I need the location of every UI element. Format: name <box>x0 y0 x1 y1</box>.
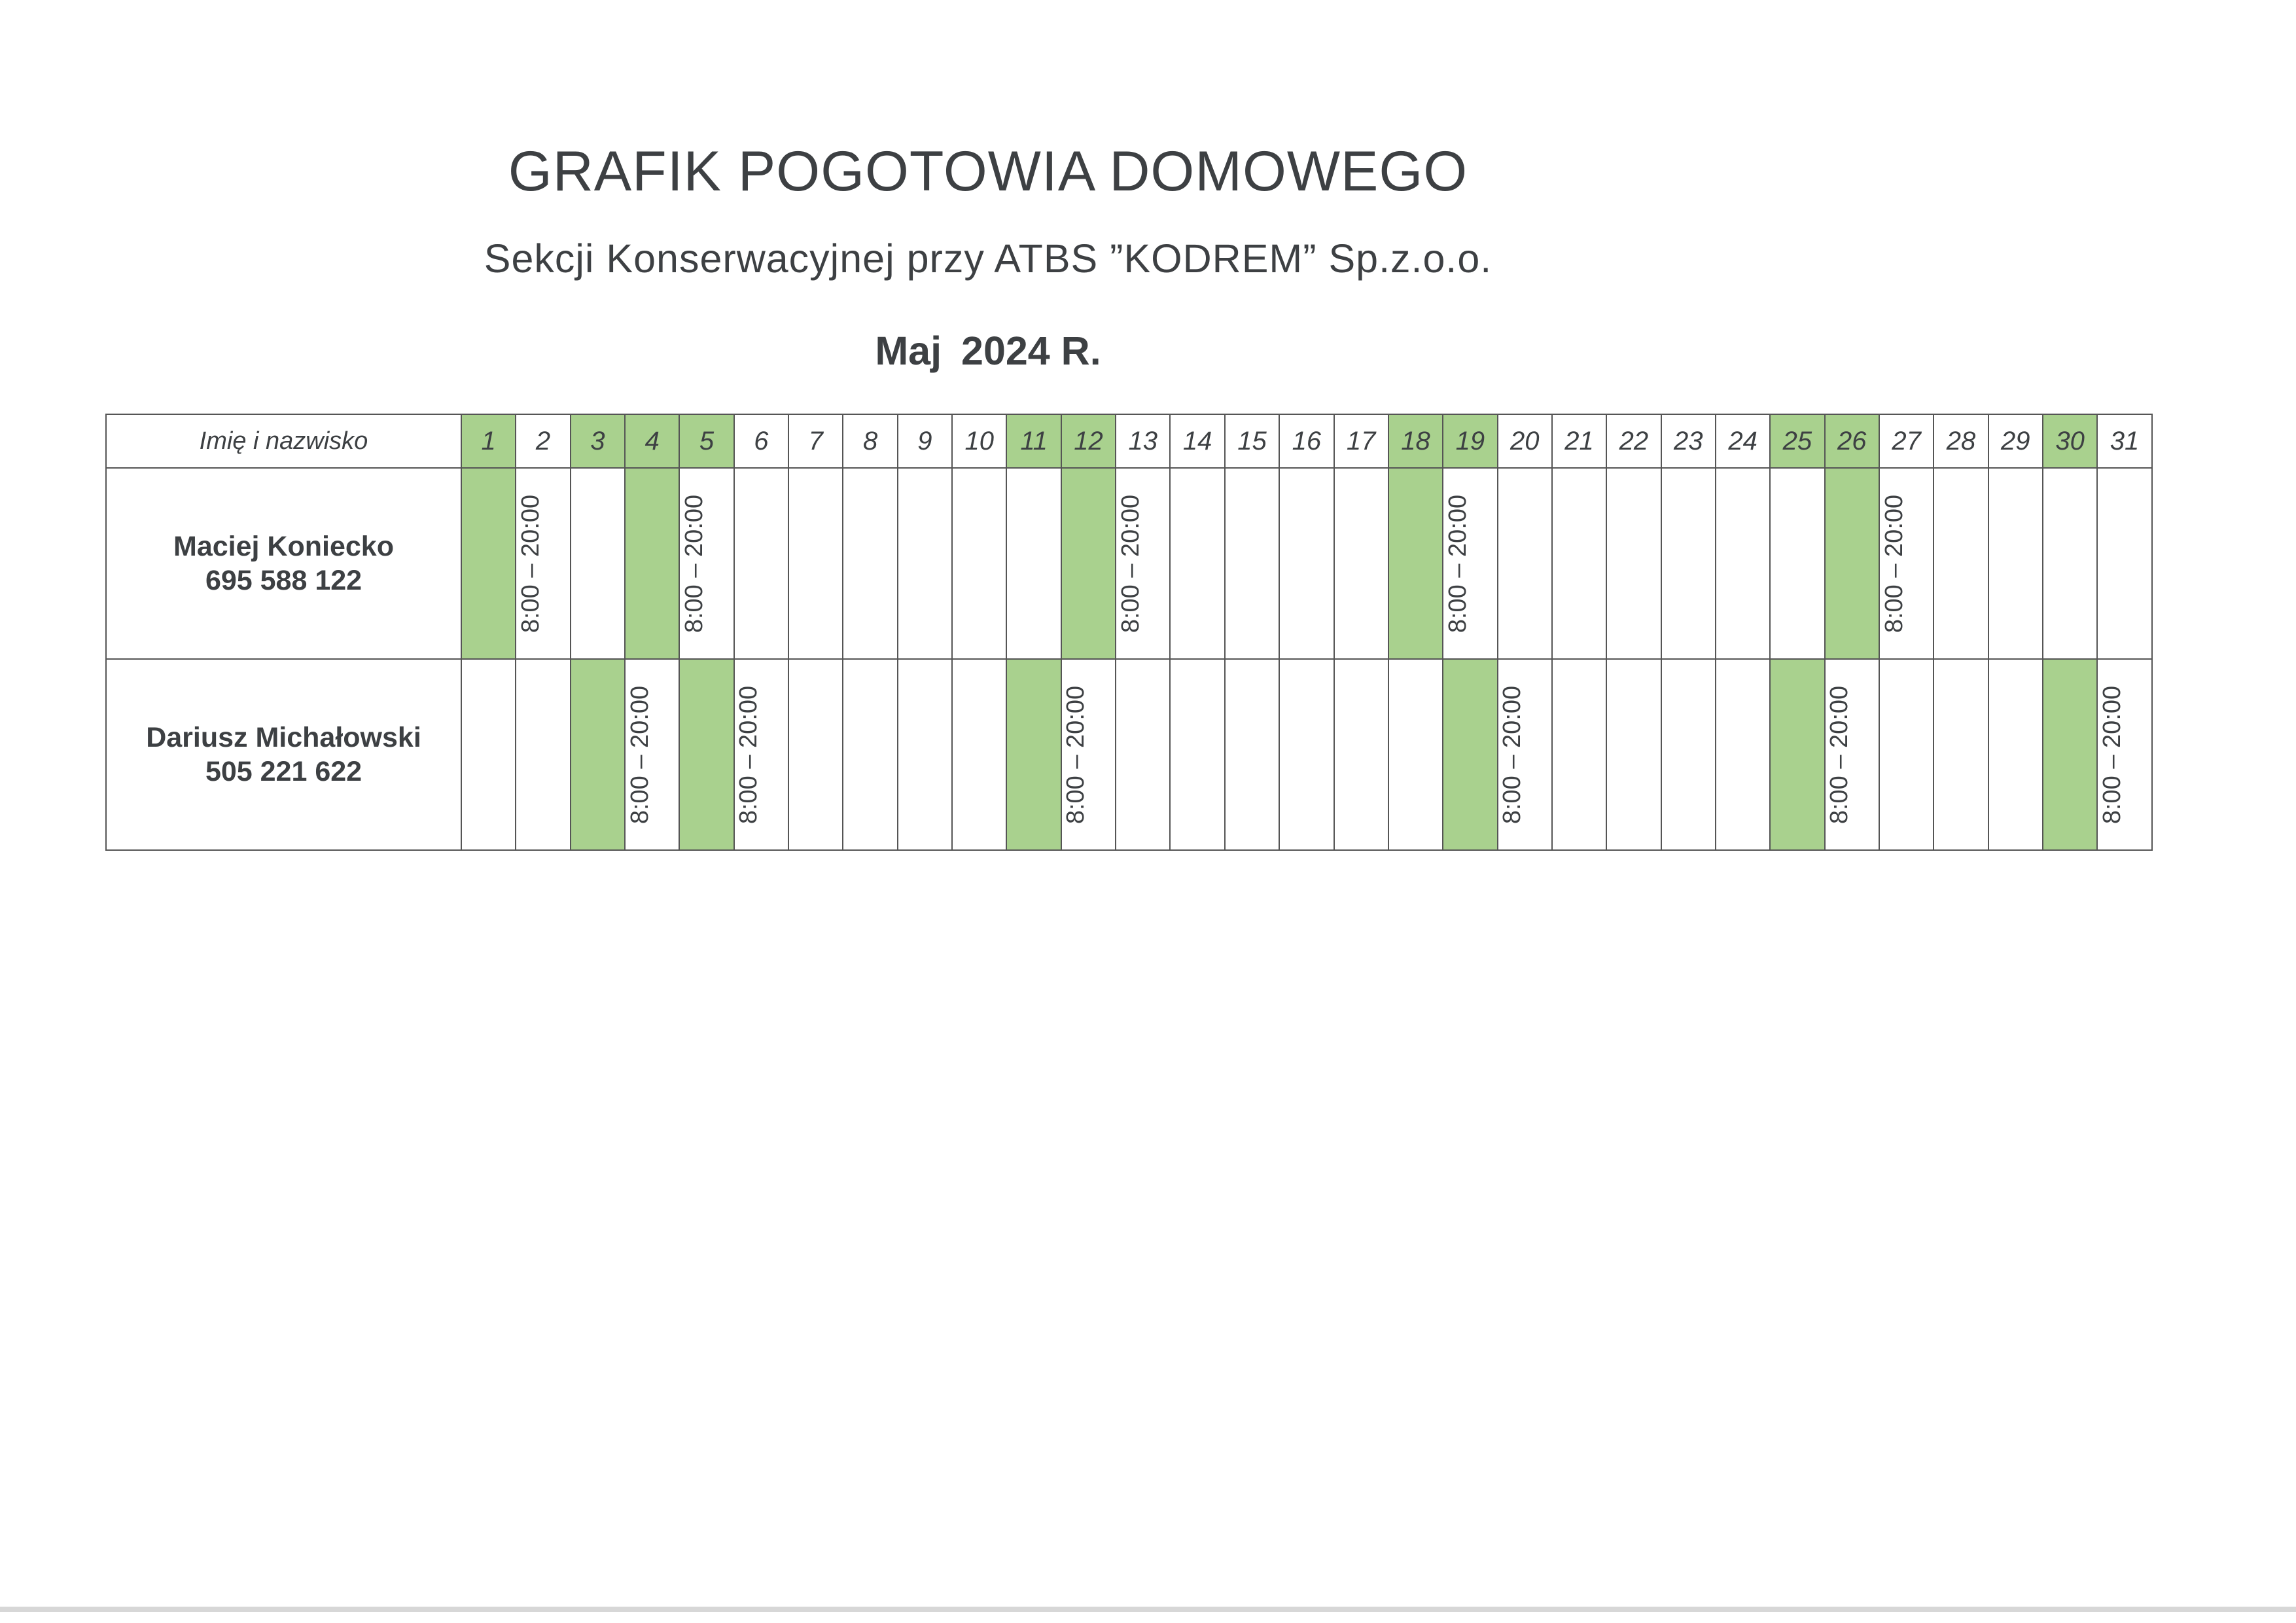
empty-cell-day-22 <box>1606 659 1661 850</box>
empty-cell-day-2 <box>516 659 570 850</box>
empty-cell-day-17 <box>1334 659 1388 850</box>
empty-cell-day-28 <box>1934 659 1988 850</box>
day-header-19: 19 <box>1443 414 1497 468</box>
year-label: 2024 R. <box>961 329 1101 373</box>
shift-hours: 8:00 – 20:00 <box>680 494 709 633</box>
day-header-24: 24 <box>1716 414 1770 468</box>
shift-cell-day-5 <box>679 659 763 850</box>
empty-cell-day-29 <box>1988 659 2043 850</box>
shift-cell-day-12 <box>1061 468 1144 659</box>
day-header-15: 15 <box>1225 414 1279 468</box>
empty-cell-day-15 <box>1225 659 1279 850</box>
empty-cell-day-16 <box>1279 659 1333 850</box>
scan-edge-line <box>0 1607 2296 1612</box>
empty-cell-day-7 <box>788 659 843 850</box>
empty-cell-day-30 <box>2043 468 2097 659</box>
shift-cell-day-18 <box>1388 468 1472 659</box>
day-header-11: 11 <box>1006 414 1061 468</box>
shift-cell-day-1 <box>461 468 545 659</box>
empty-cell-day-18 <box>1388 659 1443 850</box>
duty-schedule-table <box>105 414 2153 851</box>
month-label: Maj <box>875 329 942 373</box>
day-header-2: 2 <box>516 414 570 468</box>
page-title: GRAFIK POGOTOWIA DOMOWEGO <box>508 140 1468 203</box>
shift-cell-day-3 <box>571 659 654 850</box>
empty-cell-day-8 <box>843 659 897 850</box>
day-header-6: 6 <box>734 414 788 468</box>
person-phone: 695 588 122 <box>205 565 362 596</box>
empty-cell-day-10 <box>952 468 1006 659</box>
table-header-row <box>106 414 2152 468</box>
day-header-8: 8 <box>843 414 897 468</box>
empty-cell-day-14 <box>1170 468 1224 659</box>
empty-cell-day-31 <box>2097 468 2151 659</box>
shift-hours: 8:00 – 20:00 <box>626 685 654 824</box>
person-name: Maciej Koniecko <box>173 531 394 562</box>
day-header-13: 13 <box>1116 414 1170 468</box>
empty-cell-day-7 <box>788 468 843 659</box>
day-header-4: 4 <box>625 414 679 468</box>
empty-cell-day-1 <box>461 659 516 850</box>
day-header-18: 18 <box>1388 414 1443 468</box>
empty-cell-day-29 <box>1988 468 2043 659</box>
day-header-7: 7 <box>788 414 843 468</box>
person-cell <box>106 659 461 850</box>
empty-cell-day-24 <box>1716 659 1770 850</box>
person-cell <box>106 468 461 659</box>
empty-cell-day-20 <box>1498 468 1552 659</box>
day-header-28: 28 <box>1934 414 1988 468</box>
day-header-5: 5 <box>679 414 733 468</box>
table-row <box>106 468 2152 659</box>
shift-hours: 8:00 – 20:00 <box>735 685 763 824</box>
day-header-30: 30 <box>2043 414 2097 468</box>
shift-hours: 8:00 – 20:00 <box>1062 685 1090 824</box>
empty-cell-day-25 <box>1770 468 1824 659</box>
day-header-22: 22 <box>1606 414 1661 468</box>
empty-cell-day-27 <box>1879 659 1934 850</box>
empty-cell-day-24 <box>1716 468 1770 659</box>
empty-cell-day-3 <box>571 468 625 659</box>
day-header-21: 21 <box>1552 414 1606 468</box>
empty-cell-day-8 <box>843 468 897 659</box>
day-header-1: 1 <box>461 414 516 468</box>
empty-cell-day-13 <box>1116 659 1170 850</box>
empty-cell-day-17 <box>1334 468 1388 659</box>
day-header-14: 14 <box>1170 414 1224 468</box>
shift-cell-day-25 <box>1770 659 1854 850</box>
empty-cell-day-9 <box>898 468 952 659</box>
empty-cell-day-6 <box>734 468 788 659</box>
day-header-23: 23 <box>1661 414 1716 468</box>
shift-hours: 8:00 – 20:00 <box>1880 494 1908 633</box>
shift-hours: 8:00 – 20:00 <box>517 494 545 633</box>
shift-cell-day-19 <box>1443 659 1527 850</box>
shift-cell-day-4 <box>625 468 709 659</box>
shift-cell-day-26 <box>1825 468 1908 659</box>
shift-hours: 8:00 – 20:00 <box>1826 685 1854 824</box>
empty-cell-day-21 <box>1552 468 1606 659</box>
shift-cell-day-30 <box>2043 659 2127 850</box>
empty-cell-day-15 <box>1225 468 1279 659</box>
name-column-header: Imię i nazwisko <box>106 414 461 468</box>
day-header-27: 27 <box>1879 414 1934 468</box>
day-header-9: 9 <box>898 414 952 468</box>
day-header-20: 20 <box>1498 414 1552 468</box>
person-name: Dariusz Michałowski <box>146 722 421 753</box>
empty-cell-day-16 <box>1279 468 1333 659</box>
day-header-12: 12 <box>1061 414 1116 468</box>
day-header-25: 25 <box>1770 414 1824 468</box>
empty-cell-day-21 <box>1552 659 1606 850</box>
shift-hours: 8:00 – 20:00 <box>2098 685 2127 824</box>
shift-hours: 8:00 – 20:00 <box>1116 494 1144 633</box>
day-header-31: 31 <box>2097 414 2151 468</box>
day-header-29: 29 <box>1988 414 2043 468</box>
empty-cell-day-28 <box>1934 468 1988 659</box>
page-subtitle: Sekcji Konserwacyjnej przy ATBS ”KODREM” Sp.z.o.o. <box>484 236 1492 281</box>
day-header-17: 17 <box>1334 414 1388 468</box>
empty-cell-day-10 <box>952 659 1006 850</box>
person-phone: 505 221 622 <box>205 756 362 787</box>
shift-hours: 8:00 – 20:00 <box>1444 494 1472 633</box>
empty-cell-day-11 <box>1006 468 1061 659</box>
empty-cell-day-14 <box>1170 659 1224 850</box>
shift-cell-day-11 <box>1006 659 1090 850</box>
empty-cell-day-23 <box>1661 468 1716 659</box>
day-header-26: 26 <box>1825 414 1879 468</box>
day-header-10: 10 <box>952 414 1006 468</box>
day-header-16: 16 <box>1279 414 1333 468</box>
empty-cell-day-22 <box>1606 468 1661 659</box>
empty-cell-day-23 <box>1661 659 1716 850</box>
empty-cell-day-9 <box>898 659 952 850</box>
schedule-period <box>0 325 1976 377</box>
day-header-3: 3 <box>571 414 625 468</box>
shift-hours: 8:00 – 20:00 <box>1498 685 1527 824</box>
table-row <box>106 659 2152 850</box>
